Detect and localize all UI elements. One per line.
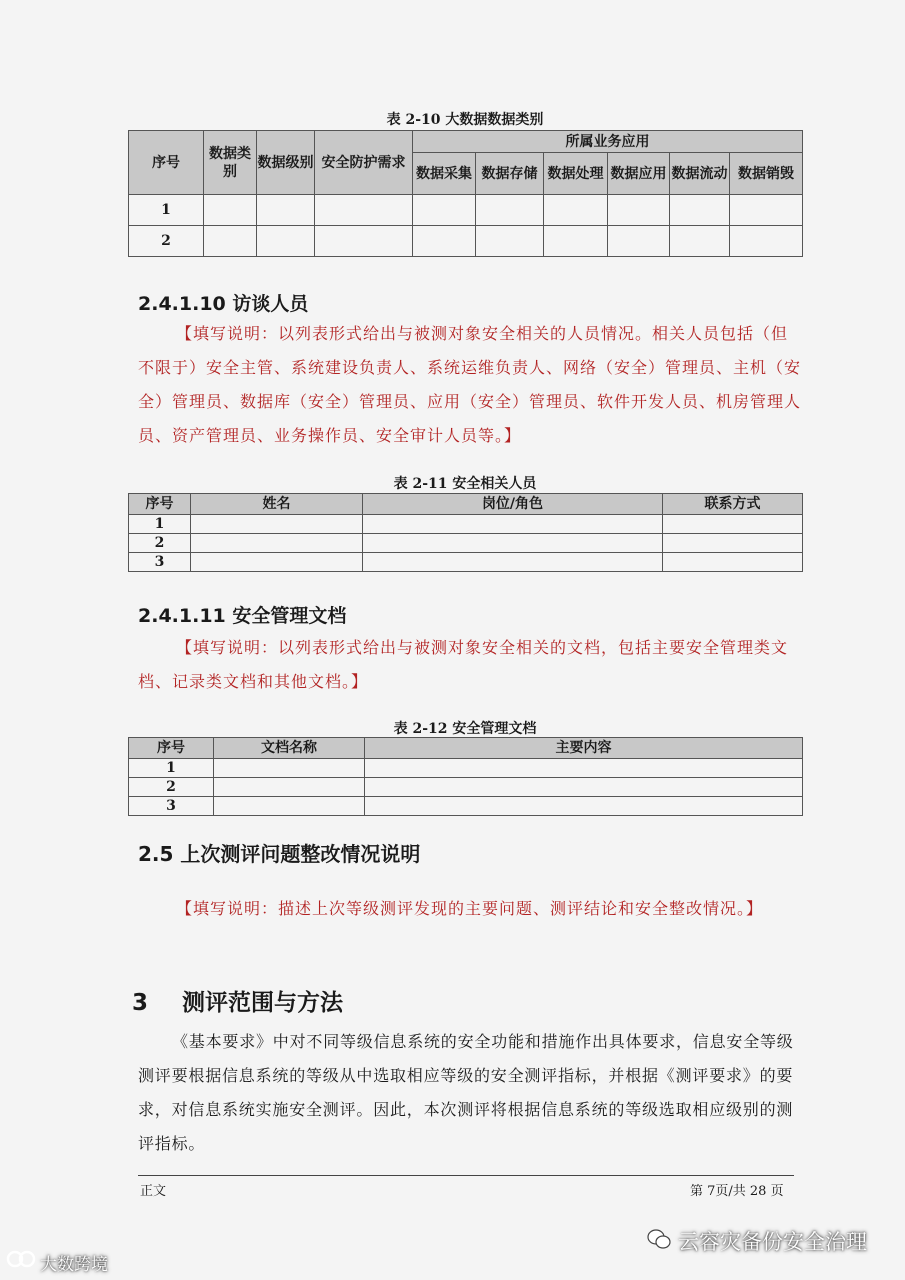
section-title-2-5: 2.5 上次测评问题整改情况说明	[138, 842, 421, 866]
chapter-heading-3	[132, 984, 343, 1017]
header-destroy: 数据销毁	[730, 153, 803, 195]
row-number: 2	[129, 778, 214, 797]
table-row	[129, 195, 803, 226]
watermark-left: 大数跨境	[40, 1255, 108, 1275]
table-row	[129, 797, 803, 816]
chapter-title: 测评范围与方法	[182, 990, 344, 1016]
table-2-10-caption: 表 2-10 大数据数据类别	[386, 112, 544, 128]
row-number: 1	[129, 515, 191, 534]
header-seq: 序号	[129, 494, 191, 515]
section-note-2-5: 【填写说明：描述上次等级测评发现的主要问题、测评结论和安全整改情况。】	[176, 899, 764, 918]
header-seq: 序号	[129, 131, 204, 195]
watermark-right: 云容灾备份安全治理	[678, 1230, 867, 1254]
header-role: 岗位/角色	[363, 494, 663, 515]
header-name: 姓名	[191, 494, 363, 515]
table-2-11	[128, 493, 803, 572]
header-app-group: 所属业务应用	[413, 131, 803, 153]
table-row	[129, 515, 803, 534]
row-number: 3	[129, 553, 191, 572]
row-number: 1	[129, 195, 204, 226]
row-number: 3	[129, 797, 214, 816]
header-data-type: 数据类别	[204, 131, 257, 195]
footer-left: 正文	[140, 1184, 167, 1199]
chapter-3-paragraph: 《基本要求》中对不同等级信息系统的安全功能和措施作出具体要求，信息安全等级测评要根据信息系统的等级从中选取相应等级的安全测评指标，并根据《测评要求》的要求，对信息系统实施安全测评。因此，本次测评将根据信息系统的等级选取相应级别的测评指标。	[138, 1032, 794, 1153]
header-store: 数据存储	[476, 153, 544, 195]
header-main-content: 主要内容	[365, 738, 803, 759]
table-row	[129, 778, 803, 797]
header-contact: 联系方式	[663, 494, 803, 515]
row-number: 2	[129, 534, 191, 553]
section-title-2-4-1-11: 2.4.1.11 安全管理文档	[138, 605, 347, 627]
header-apply: 数据应用	[608, 153, 670, 195]
table-2-11-caption: 表 2-11 安全相关人员	[393, 476, 537, 492]
header-flow: 数据流动	[670, 153, 730, 195]
header-seq: 序号	[129, 738, 214, 759]
table-row	[129, 553, 803, 572]
header-protection: 安全防护需求	[315, 131, 413, 195]
section-note-2-4-1-10: 【填写说明：以列表形式给出与被测对象安全相关的人员情况。相关人员包括（但不限于）安全主管、系统建设负责人、系统运维负责人、网络（安全）管理员、主机（安全）管理员、数据库（安全）管理员、应用（安全）管理员、软件开发人员、机房管理人员、资产管理员、业务操作员、安全审计人员等。】	[138, 324, 802, 445]
footer-page-number: 第 7页/共 28 页	[690, 1184, 784, 1199]
table-2-12	[128, 737, 803, 816]
row-number: 2	[129, 226, 204, 257]
section-title-2-4-1-10: 2.4.1.10 访谈人员	[138, 293, 309, 315]
table-2-12-caption: 表 2-12 安全管理文档	[393, 721, 537, 737]
section-note-2-4-1-11: 【填写说明：以列表形式给出与被测对象安全相关的文档，包括主要安全管理类文档、记录类文档和其他文档。】	[138, 638, 789, 691]
header-data-level: 数据级别	[257, 131, 315, 195]
chapter-number: 3	[132, 990, 149, 1016]
header-doc-name: 文档名称	[214, 738, 365, 759]
header-collect: 数据采集	[413, 153, 476, 195]
wechat-icon	[646, 1226, 672, 1252]
table-row	[129, 759, 803, 778]
logo-icon	[6, 1248, 36, 1270]
table-2-10	[128, 130, 803, 257]
footer-divider	[138, 1175, 794, 1176]
header-process: 数据处理	[544, 153, 608, 195]
row-number: 1	[129, 759, 214, 778]
table-row	[129, 534, 803, 553]
table-row	[129, 226, 803, 257]
